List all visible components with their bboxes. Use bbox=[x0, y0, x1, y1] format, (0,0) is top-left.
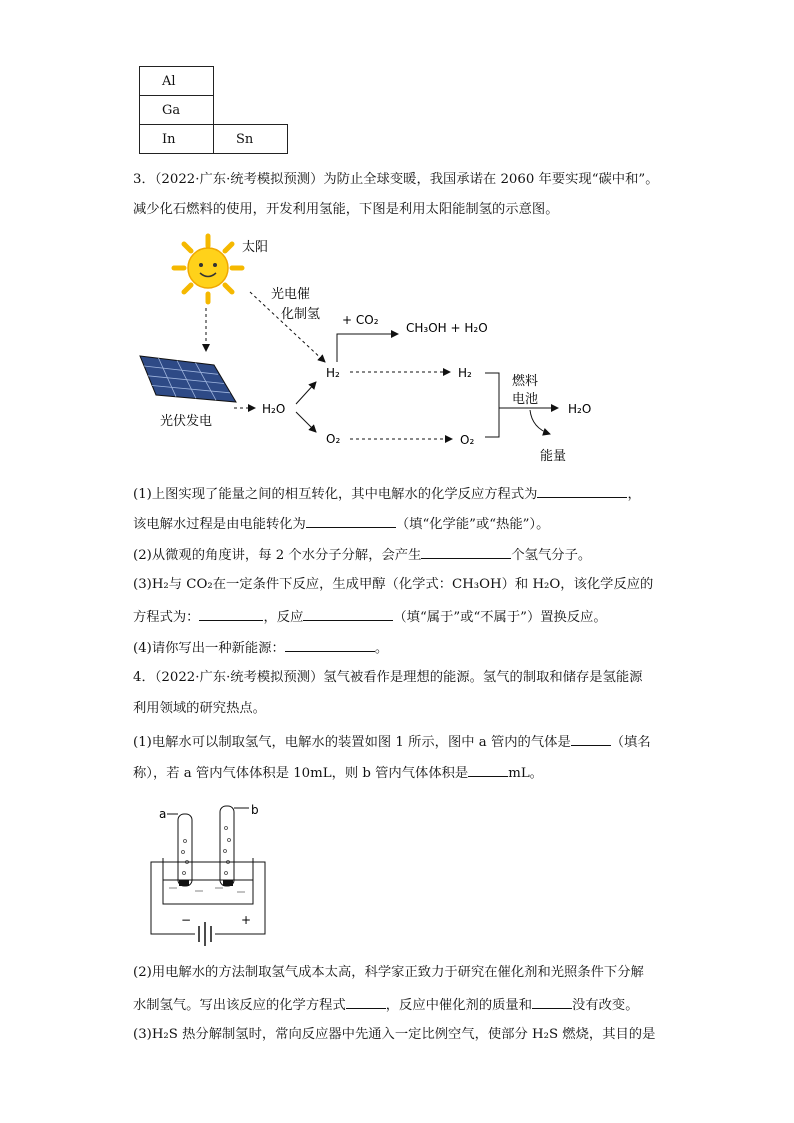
h2o-left-label: H₂O bbox=[262, 402, 286, 416]
q3-part1b: 该电解水过程是由电能转化为 （填“化学能”或“热能”）。 bbox=[133, 513, 549, 535]
table-row bbox=[140, 67, 288, 96]
element-table bbox=[139, 66, 288, 154]
o2-right-label: O₂ bbox=[460, 433, 475, 447]
table-row bbox=[140, 125, 288, 154]
o2-label: O₂ bbox=[326, 432, 341, 446]
answer-blank[interactable] bbox=[303, 606, 393, 621]
catalysis-label-2: 化制氢 bbox=[281, 307, 321, 322]
energy-arrow bbox=[530, 410, 550, 434]
answer-blank[interactable] bbox=[421, 544, 511, 559]
q3-header-cont: 减少化石燃料的使用，开发利用氢能，下图是利用太阳能制氢的示意图。 bbox=[133, 202, 559, 217]
table-cell-empty bbox=[214, 67, 288, 96]
q3-part3b: 方程式为： ，反应 （填“属于”或“不属于”）置换反应。 bbox=[133, 606, 607, 628]
answer-blank[interactable] bbox=[532, 994, 572, 1009]
beaker bbox=[163, 858, 253, 904]
q4-header: 4．（2022·广东·统考模拟预测）氢气被看作是理想的能源。氢气的制取和储存是氢能源 bbox=[133, 670, 643, 685]
sun-icon bbox=[174, 236, 242, 302]
electrolysis-apparatus-figure bbox=[145, 796, 275, 952]
split-down-arrow bbox=[296, 412, 316, 432]
answer-blank[interactable] bbox=[537, 483, 627, 498]
tube-a-label: a bbox=[159, 807, 167, 821]
q3-part1a: (1)上图实现了能量之间的相互转化，其中电解水的化学反应方程式为 ， bbox=[133, 483, 641, 505]
h2-co2-arrow bbox=[337, 334, 398, 362]
q4-part1b: 称），若 a 管内气体体积是 10mL，则 b 管内气体体积是 mL。 bbox=[133, 762, 543, 784]
q3-part2: (2)从微观的角度讲，每 2 个水分子分解，会产生 个氢气分子。 bbox=[133, 544, 591, 566]
table-cell-empty bbox=[214, 96, 288, 125]
fuel-cell-label-1: 燃料 bbox=[512, 374, 539, 389]
table-cell: In bbox=[140, 125, 214, 154]
q3-header: 3．（2022·广东·统考模拟预测）为防止全球变暖，我国承诺在 2060 年要实现“碳中和”。 bbox=[133, 172, 659, 187]
wire-right bbox=[215, 862, 265, 934]
fuel-cell-label-2: 电池 bbox=[512, 392, 539, 407]
q4-part3: (3)H₂S 热分解制氢时，常向反应器中先通入一定比例空气，使部分 H₂S 燃烧，其目的是 bbox=[133, 1027, 656, 1042]
answer-blank[interactable] bbox=[468, 762, 508, 777]
sun-to-h2-arrow bbox=[250, 292, 325, 362]
table-cell: Ga bbox=[140, 96, 214, 125]
q4-part2a: (2)用电解水的方法制取氢气成本太高，科学家正致力于研究在催化剂和光照条件下分解 bbox=[133, 965, 644, 980]
h2-label: H₂ bbox=[326, 366, 340, 380]
tube-a bbox=[178, 814, 192, 886]
catalysis-label-1: 光电催 bbox=[271, 287, 311, 302]
table-row bbox=[140, 96, 288, 125]
sun-label: 太阳 bbox=[242, 240, 269, 255]
answer-blank[interactable] bbox=[199, 606, 263, 621]
electrode-b bbox=[223, 880, 233, 886]
q4-part2b: 水制氢气。写出该反应的化学方程式 ，反应中催化剂的质量和 没有改变。 bbox=[133, 994, 639, 1016]
answer-blank[interactable] bbox=[306, 513, 396, 528]
q4-part1a: (1)电解水可以制取氢气，电解水的装置如图 1 所示，图中 a 管内的气体是 （填名 bbox=[133, 731, 651, 753]
minus-terminal-label: − bbox=[181, 913, 192, 927]
solar-panel-icon bbox=[140, 356, 236, 402]
q4-header-cont: 利用领域的研究热点。 bbox=[133, 701, 266, 716]
energy-label: 能量 bbox=[540, 449, 567, 464]
h2o-out-label: H₂O bbox=[568, 402, 592, 416]
tube-b-label: b bbox=[251, 803, 259, 817]
plus-terminal-label: + bbox=[241, 913, 252, 927]
table-cell: Sn bbox=[214, 125, 288, 154]
table-cell: Al bbox=[140, 67, 214, 96]
solar-hydrogen-diagram bbox=[130, 232, 630, 472]
h2-right-label: H₂ bbox=[458, 366, 472, 380]
split-up-arrow bbox=[296, 382, 316, 404]
answer-blank[interactable] bbox=[346, 994, 386, 1009]
plus-co2-label: + CO₂ bbox=[342, 313, 379, 327]
answer-blank[interactable] bbox=[285, 637, 375, 652]
q3-part3a: (3)H₂与 CO₂在一定条件下反应，生成甲醇（化学式：CH₃OH）和 H₂O，该化学反应的 bbox=[133, 577, 654, 592]
fuel-cell-bracket bbox=[485, 373, 499, 437]
electrode-a bbox=[179, 880, 189, 886]
pv-label: 光伏发电 bbox=[160, 414, 213, 429]
battery-icon bbox=[199, 922, 211, 946]
q3-part4: (4)请你写出一种新能源： 。 bbox=[133, 637, 388, 659]
answer-blank[interactable] bbox=[571, 731, 611, 746]
methanol-label: CH₃OH + H₂O bbox=[406, 321, 488, 335]
